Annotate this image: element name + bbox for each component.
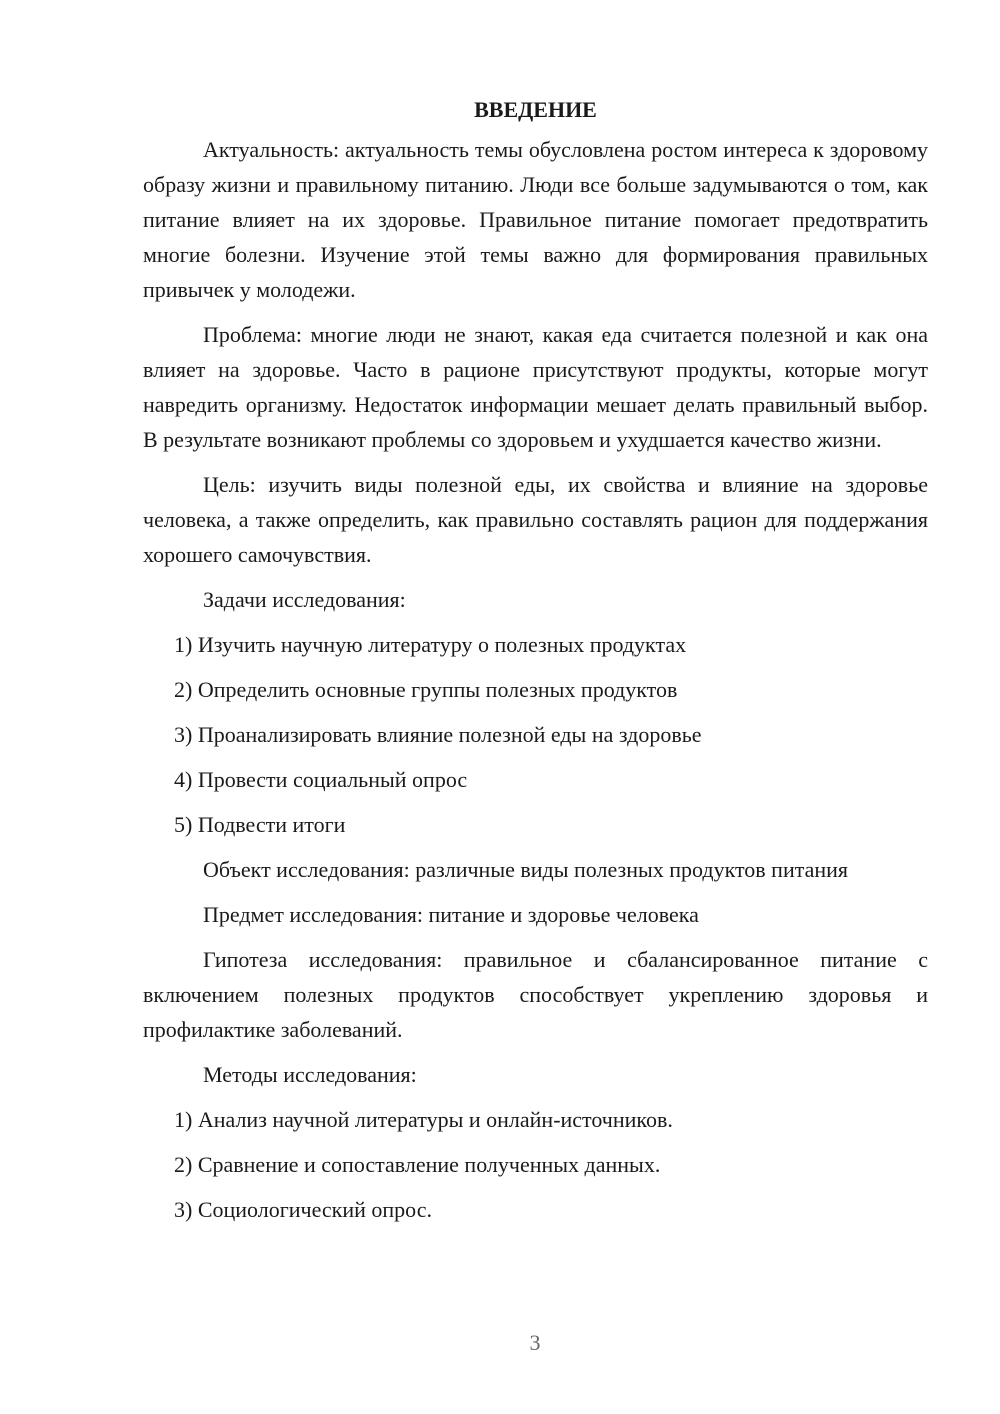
method-item: 1) Анализ научной литературы и онлайн-источников. [174, 1107, 673, 1132]
paragraph-hypothesis: Гипотеза исследования: правильное и сбалансированное питание с включением полезных продуктов способствует укреплению здоровья и профилактике заболеваний. [143, 947, 928, 1042]
paragraph-problem: Проблема: многие люди не знают, какая еда считается полезной и как она влияет на здоровье. Часто в рационе присутствуют продукты, которые могут навредить организму. Недостаток информации мешает делать правильный выбор. В результате возникают проблемы со здоровьем и ухудшается качество жизни. [143, 322, 928, 452]
task-item: 4) Провести социальный опрос [174, 767, 468, 792]
section-title: ВВЕДЕНИЕ [474, 97, 597, 122]
method-item: 3) Социологический опрос. [174, 1197, 432, 1222]
paragraph-goal: Цель: изучить виды полезной еды, их свойства и влияние на здоровье человека, а также определить, как правильно составлять рацион для поддержания хорошего самочувствия. [143, 472, 928, 567]
paragraph-object: Объект исследования: различные виды полезных продуктов питания [203, 857, 849, 882]
task-item: 3) Проанализировать влияние полезной еды на здоровье [174, 722, 702, 747]
paragraph-subject: Предмет исследования: питание и здоровье человека [203, 902, 699, 927]
task-item: 2) Определить основные группы полезных продуктов [174, 677, 678, 702]
tasks-heading: Задачи исследования: [203, 587, 406, 612]
document-page [143, 92, 928, 1237]
method-item: 2) Сравнение и сопоставление полученных данных. [174, 1152, 661, 1177]
methods-heading: Методы исследования: [203, 1062, 417, 1087]
task-item: 5) Подвести итоги [174, 812, 346, 837]
paragraph-relevance: Актуальность: актуальность темы обусловлена ростом интереса к здоровому образу жизни и правильному питанию. Люди все больше задумываются о том, как питание влияет на их здоровье. Правильное питание помогает предотвратить многие болезни. Изучение этой темы важно для формирования правильных привычек у молодежи. [143, 137, 928, 302]
page-number: 3 [529, 1330, 541, 1355]
task-item: 1) Изучить научную литературу о полезных продуктах [174, 632, 687, 657]
